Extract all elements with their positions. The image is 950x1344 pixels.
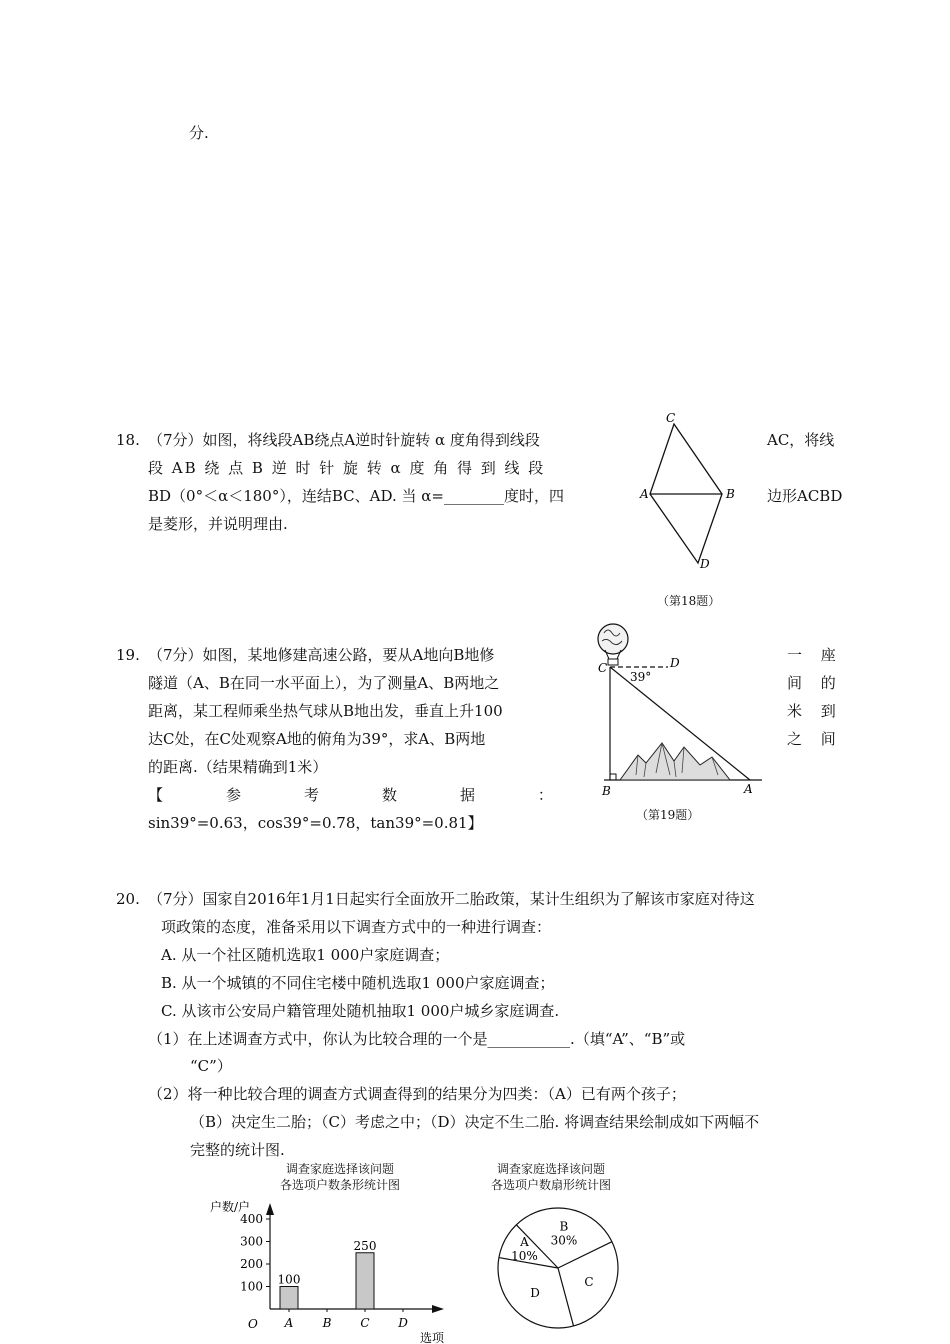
question-text-line: 之 间 (787, 730, 836, 748)
point-label-a: A (640, 487, 649, 501)
question-text-line: 隧道（A、B在同一水平面上），为了测量A、B两地之 (148, 674, 500, 692)
x-tick-label: A (284, 1316, 294, 1330)
rhombus-figure (630, 408, 750, 578)
point-label-d: D (700, 557, 710, 571)
bar-chart (200, 1195, 460, 1344)
sub-question-2: （2）将一种比较合理的调查方式调查得到的结果分为四类：（A）已有两个孩子； (148, 1085, 686, 1103)
reference-data-values: sin39°=0.63，cos39°=0.78，tan39°=0.81】 (148, 814, 483, 832)
question-text-line: 边形ACBD (767, 487, 843, 505)
pie-chart (490, 1200, 640, 1330)
question-text-line: （7分）如图，某地修建高速公路，要从A地向B地修 (148, 646, 495, 664)
pie-slice-label: C (584, 1275, 594, 1290)
ref-char: ： (537, 786, 553, 804)
option-c: C. 从该市公安局户籍管理处随机抽取1 000户城乡家庭调查. (161, 1002, 560, 1020)
figure-caption: （第18题） (657, 594, 721, 608)
point-label-c: C (598, 661, 608, 675)
question-text-line: 项政策的态度，准备采用以下调查方式中的一种进行调查： (161, 918, 552, 936)
reference-data-heading (148, 785, 553, 805)
option-a: A. 从一个社区随机选取1 000户家庭调查； (161, 946, 450, 964)
right-angle-mark (610, 774, 616, 780)
x-axis-arrow-icon (432, 1305, 444, 1313)
balloon-figure (590, 615, 770, 800)
question-number: 20. (116, 890, 140, 908)
hot-air-balloon-icon (598, 624, 628, 654)
point-label-b: B (726, 487, 735, 501)
point-label-d: D (670, 656, 680, 670)
bar-chart-title: 调查家庭选择该问题 (286, 1162, 395, 1176)
question-text-line: 距离，某工程师乘坐热气球从B地出发，垂直上升100 (148, 702, 503, 720)
y-tick-label: 100 (240, 1279, 263, 1294)
question-text-line: （7分）如图，将线段AB绕点A逆时针旋转 α 度角得到线段 (148, 431, 540, 449)
ref-char: 【 (148, 786, 164, 804)
y-tick-label: 300 (240, 1234, 263, 1249)
y-axis-arrow-icon (266, 1203, 274, 1215)
sub-question-1-cont: “C”） (190, 1057, 232, 1075)
ref-char: 据 (459, 786, 475, 804)
x-tick-label: D (398, 1316, 408, 1330)
ref-char: 考 (303, 786, 319, 804)
question-number: 19. (116, 646, 140, 664)
y-tick-label: 400 (240, 1212, 263, 1226)
pie-chart-subtitle: 各选项户数扇形统计图 (491, 1178, 612, 1192)
pie-slice-label: B (559, 1219, 569, 1234)
ref-char: 参 (225, 786, 241, 804)
pie-slice-value: 30% (550, 1233, 578, 1248)
bar-chart-subtitle: 各选项户数条形统计图 (280, 1178, 401, 1192)
question-text-line: 米 到 (787, 702, 836, 720)
x-tick-label: C (360, 1316, 370, 1330)
question-text-line: 的距离.（结果精确到1米） (148, 758, 328, 776)
point-label-c: C (666, 411, 676, 425)
bar (280, 1287, 298, 1310)
sub-question-1: （1）在上述调查方式中，你认为比较合理的一个是___________.（填“A”、“B”或 (148, 1030, 686, 1048)
question-text-line: （7分）国家自2016年1月1日起实行全面放开二胎政策，某计生组织为了解该市家庭对待这 (148, 890, 755, 908)
pie-slice-label: A (520, 1235, 529, 1250)
question-text-line: 达C处，在C处观察A地的俯角为39°，求A、B两地 (148, 730, 486, 748)
question-text-line: 段 AB 绕 点 B 逆 时 针 旋 转 α 度 角 得 到 线 段 (148, 459, 546, 477)
pie-slice-value: 10% (511, 1249, 538, 1264)
question-text-line: 一 座 (787, 646, 836, 664)
origin-label: O (248, 1317, 258, 1331)
bar-data-label: 250 (353, 1238, 377, 1253)
balloon-basket (608, 659, 618, 665)
point-label-b: B (602, 784, 611, 798)
ref-char: 数 (381, 786, 397, 804)
sub-question-2-cont: （B）决定生二胎；（C）考虑之中；（D）决定不生二胎. 将调查结果绘制成如下两幅不 (190, 1113, 760, 1131)
question-text-line: 是菱形，并说明理由. (148, 515, 288, 533)
point-label-a: A (744, 782, 753, 796)
bar-data-label: 100 (277, 1272, 301, 1287)
question-text-line: BD（0°＜α＜180°），连结BC、AD. 当 α=________度时，四 (148, 487, 564, 505)
answer-tail-text: 分. (189, 124, 209, 142)
x-tick-label: B (322, 1316, 332, 1330)
angle-label: 39° (630, 670, 652, 684)
x-axis-label: 选项 (420, 1331, 445, 1344)
sub-question-2-cont: 完整的统计图. (190, 1141, 285, 1159)
question-number: 18. (116, 431, 140, 449)
option-b: B. 从一个城镇的不同住宅楼中随机选取1 000户家庭调查； (161, 974, 555, 992)
bar (356, 1253, 374, 1309)
y-axis-label: 户数/户 (210, 1200, 251, 1214)
figure-caption: （第19题） (636, 808, 700, 822)
question-text-line: AC，将线 (767, 431, 835, 449)
question-text-line: 间 的 (787, 674, 836, 692)
pie-slice-label: D (530, 1286, 540, 1301)
y-tick-label: 200 (240, 1257, 263, 1271)
pie-chart-title: 调查家庭选择该问题 (497, 1162, 606, 1176)
